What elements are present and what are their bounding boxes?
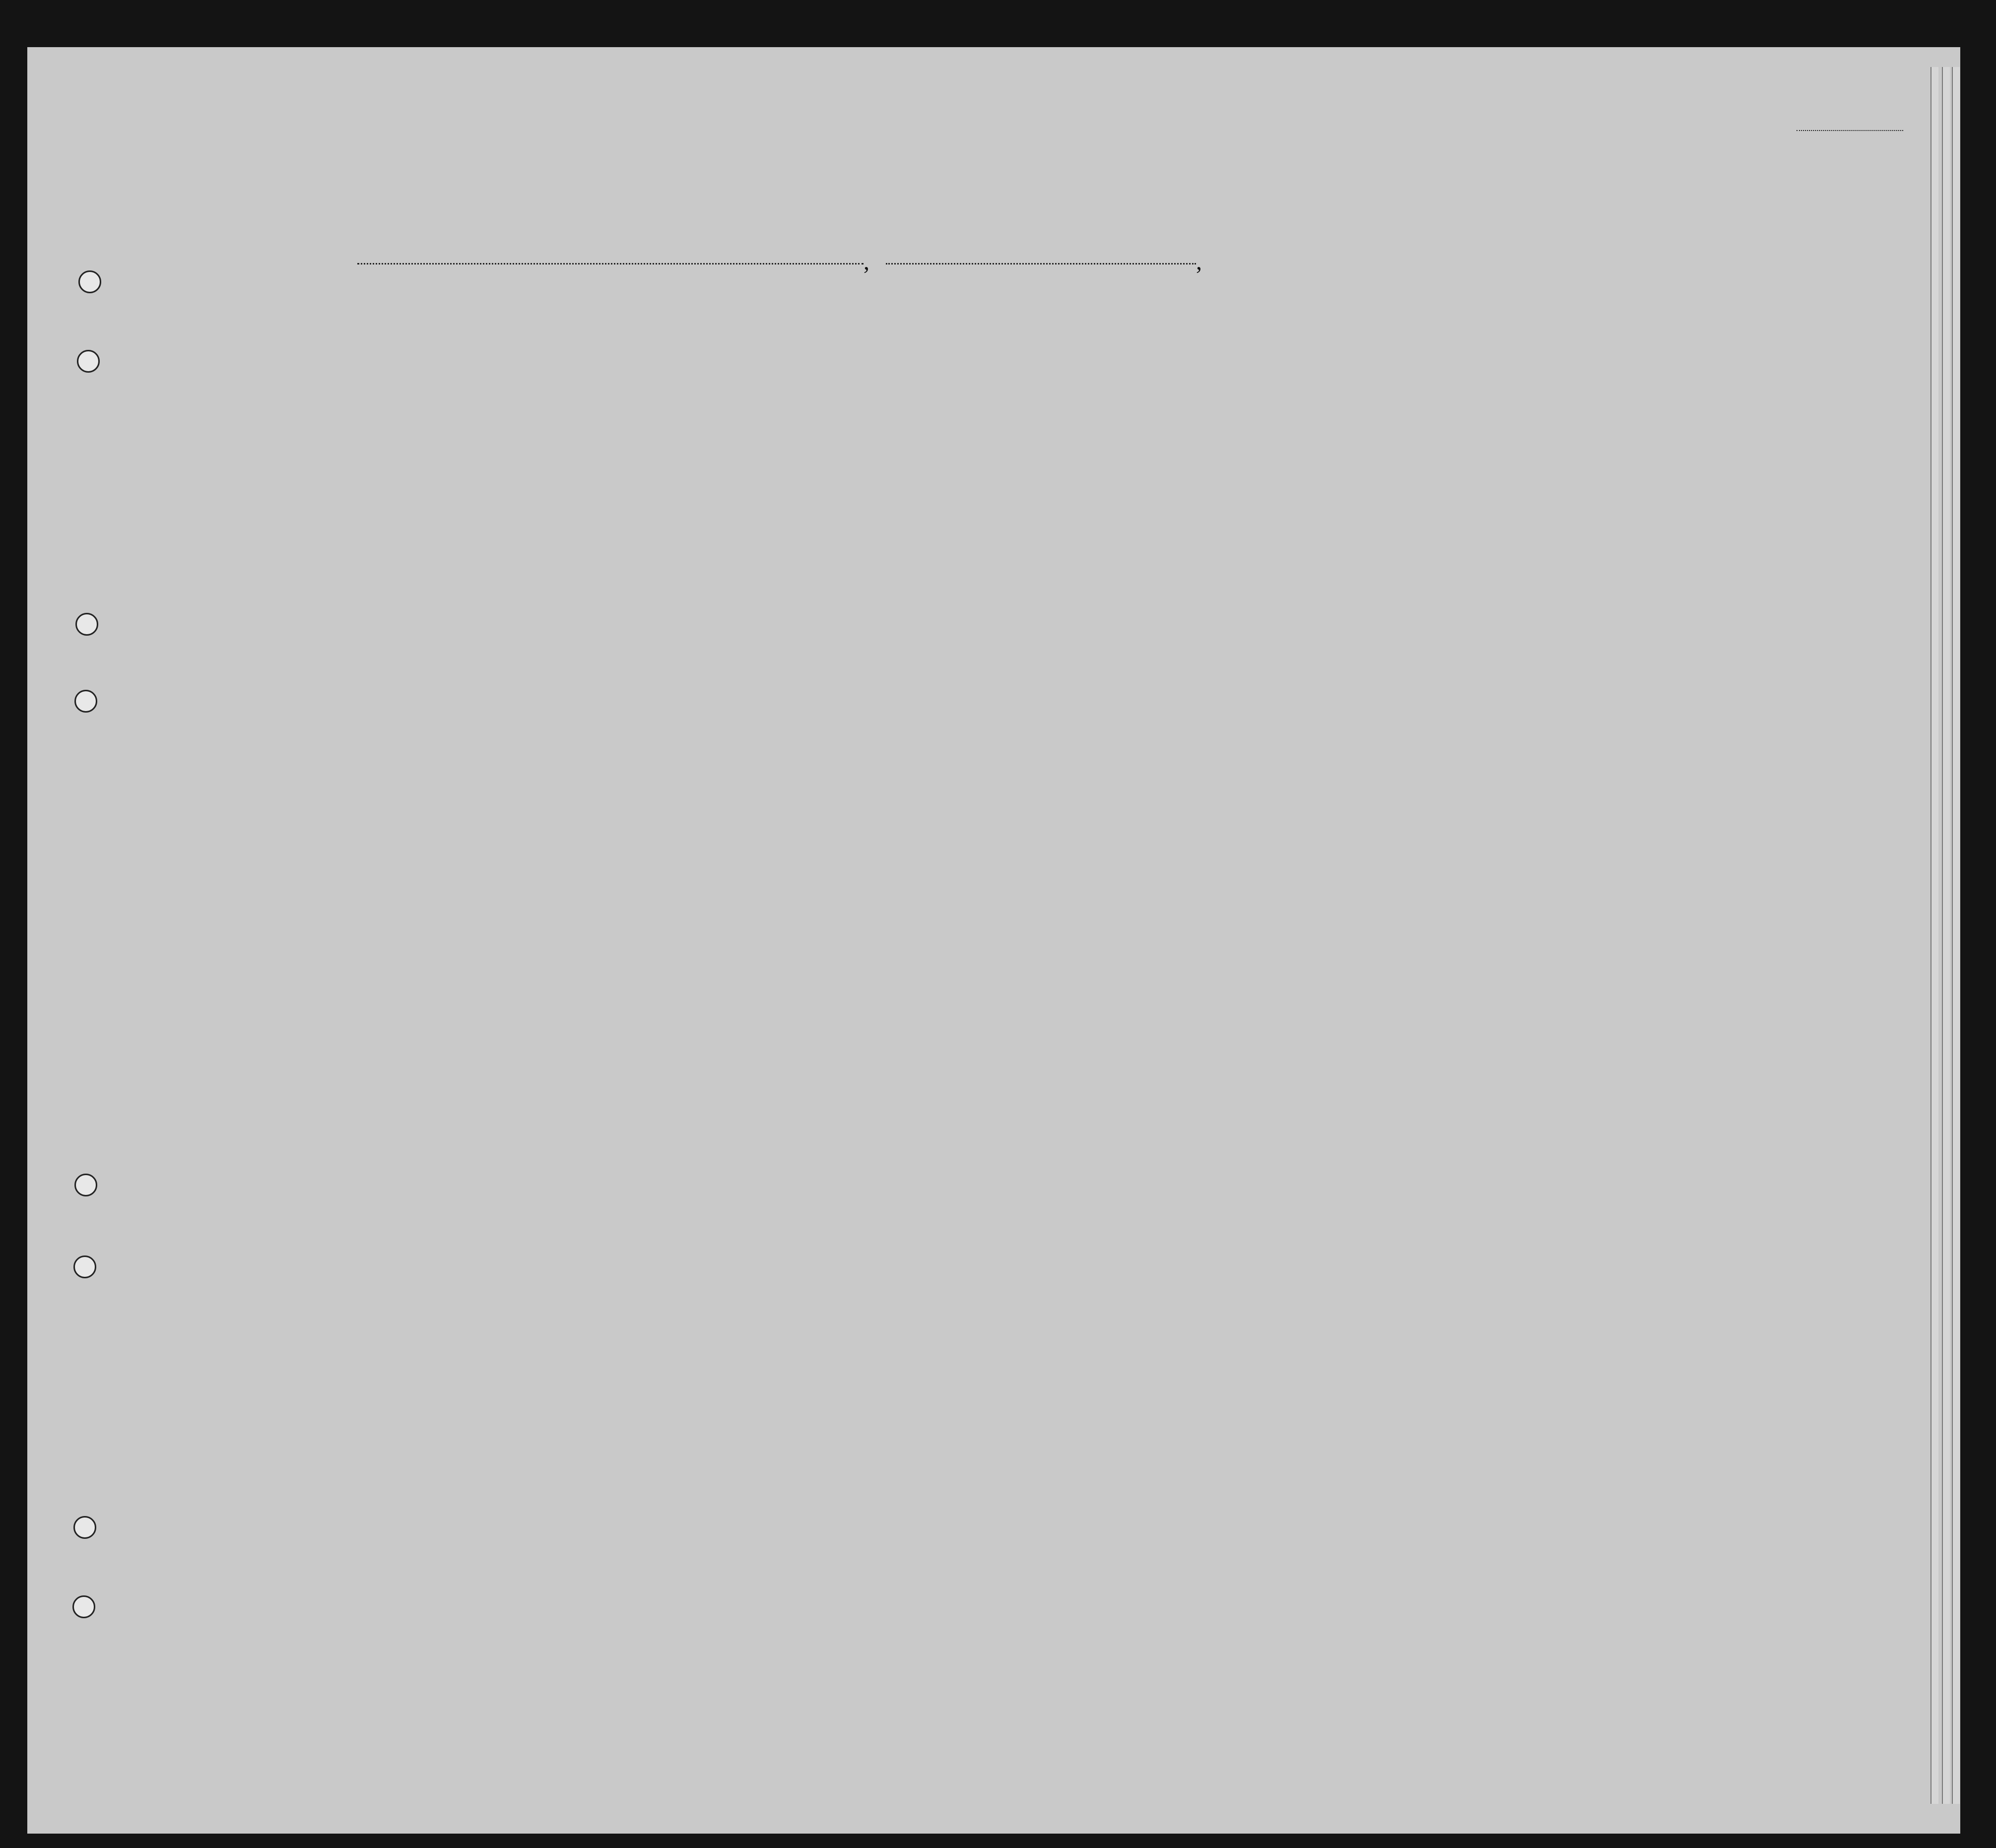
- header-ticket: [591, 335, 618, 457]
- header-length: [1189, 347, 1228, 457]
- header-fifty-dollars: [716, 335, 746, 457]
- header-deported: [1489, 332, 1538, 457]
- header-return: [1143, 347, 1183, 457]
- comma: ,: [864, 249, 869, 275]
- punch-hole: [73, 1516, 96, 1539]
- header-labor-offer: [1442, 332, 1489, 457]
- header-overthrow: [1387, 332, 1442, 457]
- punch-hole: [77, 350, 100, 373]
- punch-hole: [78, 270, 101, 293]
- port-rule: [357, 263, 864, 264]
- header-citizen: [1258, 347, 1282, 457]
- list-number-rule: [1796, 130, 1903, 131]
- punch-hole: [74, 690, 97, 713]
- punch-hole: [72, 1595, 95, 1618]
- header-prison: [1285, 332, 1330, 457]
- comma: ,: [1196, 249, 1202, 275]
- punch-hole: [73, 1255, 96, 1278]
- header-polygamist: [1330, 332, 1355, 457]
- header-feet: [1638, 417, 1658, 457]
- punch-hole: [75, 613, 98, 636]
- date-rule: [886, 263, 1196, 264]
- punch-hole: [74, 1174, 97, 1196]
- header-anarchist: [1356, 332, 1384, 457]
- header-inches: [1659, 417, 1679, 457]
